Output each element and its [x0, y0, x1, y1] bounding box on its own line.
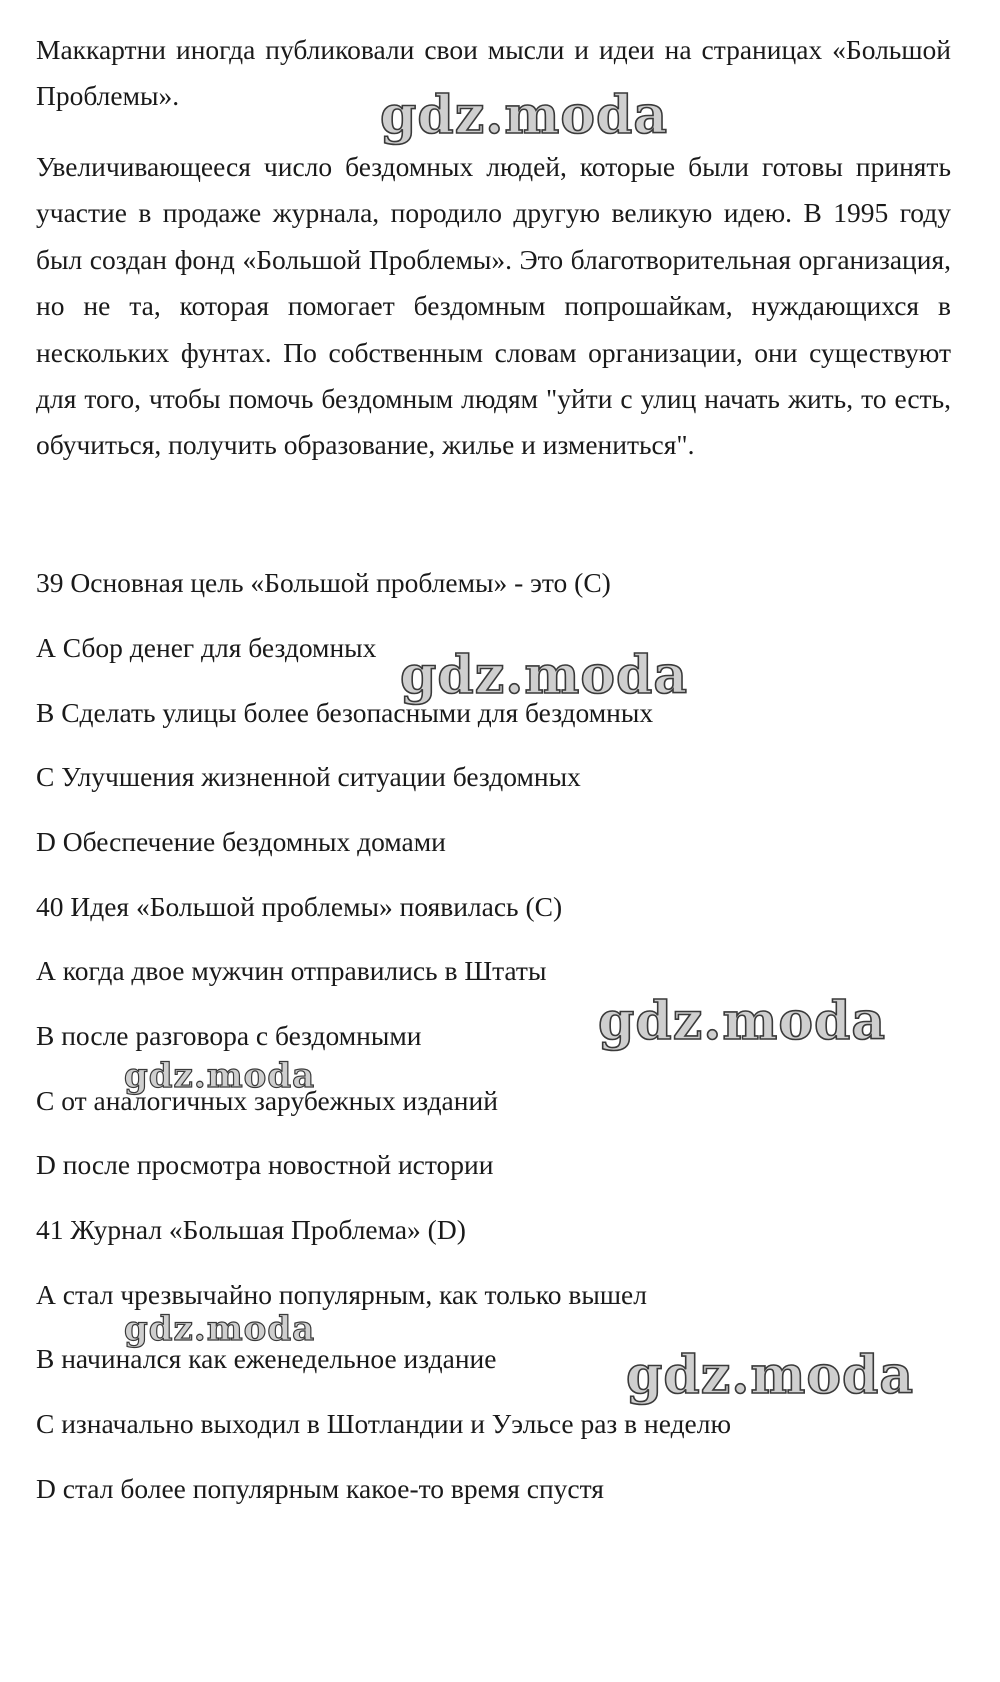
question-40-option-c: С от аналогичных зарубежных изданий [36, 1085, 498, 1116]
watermark: gdz.moda [626, 1345, 915, 1406]
watermark: gdz.moda [400, 645, 689, 706]
paragraph-2: Увеличивающееся число бездомных людей, которые были готовы принять участие в продаже журнала, породило другую великую идею. В 1995 году был создан фонд «Большой Проблемы». Это благотворительная организация, но не та, которая помогает бездомным попрошайкам, нуждающихся в нескольких фунтах. По собственным словам организации, они существуют для того, чтобы помочь бездомным людям "уйти с улиц начать жить, то есть, обучиться, получить образование, жилье и измениться". [36, 151, 951, 461]
question-39-option-a: А Сбор денег для бездомных [36, 632, 377, 663]
watermark: gdz.moda [124, 1056, 316, 1096]
watermark: gdz.moda [380, 85, 669, 146]
question-40-option-d: D после просмотра новостной истории [36, 1149, 494, 1180]
question-39-option-b: В Сделать улицы более безопасными для бездомных [36, 697, 654, 728]
question-41-option-d: D стал более популярным какое-то время спустя [36, 1473, 604, 1504]
paragraph-1: Маккартни иногда публиковали свои мысли и идеи на страницах «Большой Проблемы». [36, 34, 951, 112]
question-39-title: 39 Основная цель «Большой проблемы» - это (С) [36, 567, 611, 598]
question-40-option-a: А когда двое мужчин отправились в Штаты [36, 955, 547, 986]
question-39-option-c: С Улучшения жизненной ситуации бездомных [36, 761, 581, 792]
question-40-title: 40 Идея «Большой проблемы» появилась (С) [36, 891, 563, 922]
watermark: gdz.moda [124, 1309, 316, 1349]
question-41-title: 41 Журнал «Большая Проблема» (D) [36, 1214, 466, 1245]
question-41-option-b: В начинался как еженедельное издание [36, 1343, 497, 1374]
question-40-option-b: В после разговора с бездомными [36, 1020, 422, 1051]
question-41-option-a: А стал чрезвычайно популярным, как только вышел [36, 1279, 647, 1310]
watermark: gdz.moda [598, 991, 887, 1052]
question-39-option-d: D Обеспечение бездомных домами [36, 826, 446, 857]
question-41-option-c: С изначально выходил в Шотландии и Уэльсе раз в неделю [36, 1408, 732, 1439]
